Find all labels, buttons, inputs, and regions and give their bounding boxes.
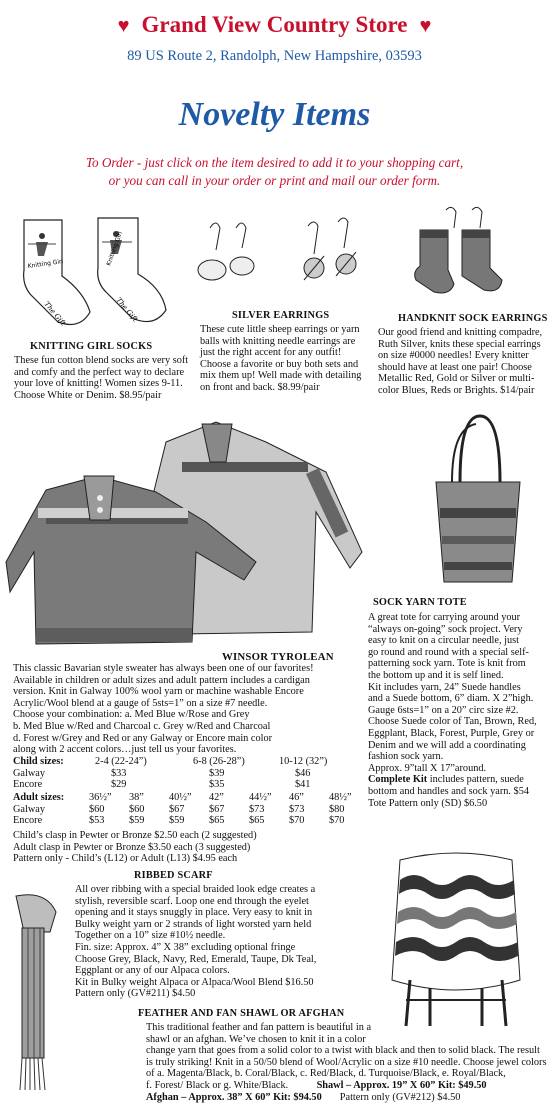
order-instructions: To Order - just click on the item desired to add it to your shopping cart, or you can call in your order or print and mail our order form. <box>85 155 464 188</box>
feather-fan-description-wide: change yarn that goes from a solid color to a twist with black and then to solid black. The result is truly striking! Knit in a 50/50 blend of Wool/Acrylic on a size #10 needle. Choose jewel colors of a. Magenta/Black, b. Coral/Black, c. Red/Black, d. Turquoise/Black, e. Royal/Black, <box>146 1045 547 1080</box>
handknit-sock-earrings-title[interactable]: HANDKNIT SOCK EARRINGS <box>398 313 548 324</box>
afghan-price: Afghan – Approx. 38” X 60” Kit: $94.50 <box>146 1092 322 1103</box>
silver-earrings-title[interactable]: SILVER EARRINGS <box>232 310 330 321</box>
ribbed-scarf-description: All over ribbing with a special braided look edge creates a stylish, reversible scarf. Loop one end through the eyelet opening and it stays snuggly in place. Very easy to knit in Bulky weight yarn or 2 strands of light worsted yarn held Together on a 10” size #10½ needle. Fin. size: Approx. 4” X 38” excluding optional fringe Choose Grey, Black, Navy, Red, Emerald, Taupe, Dk Teal, Eggplant or any of our Alpaca colors. Kit in Bulky weight Alpaca or Alpaca/Wool Blend $16.50 Pattern only (GV#211) $4.50 <box>75 884 317 1000</box>
knitting-girl-socks-description: These fun cotton blend socks are very soft and comfy and the perfect way to declare your love of knitting! Women sizes 9-11. Choose White or Denim. $8.95/pair <box>14 355 189 401</box>
store-header <box>0 12 549 38</box>
store-name[interactable]: Grand View Country Store <box>141 12 408 37</box>
ribbed-scarf-title[interactable]: RIBBED SCARF <box>134 870 213 881</box>
sock-label: Knitting Girl <box>105 230 125 267</box>
page-title: Novelty Items <box>178 96 371 133</box>
table-row: Galway $60 $60 $67 $67 $73 $73 $80 <box>13 803 345 815</box>
table-row: Adult sizes: 36½” 38” 40½” 42” 44½” 46” 48½” <box>13 792 352 803</box>
adult-size-table <box>13 792 358 827</box>
sock-yarn-tote-title[interactable]: SOCK YARN TOTE <box>373 597 467 608</box>
knitting-girl-socks-image[interactable] <box>14 214 184 332</box>
winsor-tyrolean-description: This classic Bavarian style sweater has always been one of our favorites! Available in children or adult sizes and adult pattern includes a cardigan version. Knit in Galway 100% wool yarn or machine washable Encore Acrylic/Wool blend at a gauge of 5sts=1” on a size #7 needle. Choose your combination: a. Med Blue w/Rose and Grey b. Med Blue w/Red and Charcoal c. Grey w/Red and Charcoal d. Forest w/Grey and Red or any Galway or Encore main color along with 2 accent colors…just tell us your favorites. <box>13 663 314 756</box>
handknit-sock-earrings-image[interactable] <box>410 206 510 300</box>
clasp-and-pattern-prices: Child’s clasp in Pewter or Bronze $2.50 each (2 suggested) Adult clasp in Pewter or Bronze $3.50 each (3 suggested) Pattern only - Child’s (L12) or Adult (L13) $4.95 each <box>13 830 257 865</box>
store-address: 89 US Route 2, Randolph, New Hampshire, 03593 <box>127 48 422 64</box>
table-row: Encore $29 $35 $41 <box>13 779 311 791</box>
winsor-tyrolean-image[interactable] <box>6 402 376 646</box>
child-size-table <box>13 756 333 791</box>
sock-yarn-tote-description: A great tote for carrying around your “always on-going” sock project. Very easy to knit on a circular needle, just go round and round with a special self- patterning sock yarn. Tote is knit from the bottom up and it is self lined. Kit includes yarn, 24” Suede handles and a Suede bottom, 6” diam. X 2”high. Gauge 6sts=1” on a 20” circ size #2. Choose Suede color of Tan, Brown, Red, Eggplant, Black, Forest, Purple, Grey or Denim and we will add a coordinating fashion sock yarn. Approx. 9”tall X 17”around. Complete Kit includes pattern, suede bottom and handles and sock yarn. $54 Tote Pattern only (SD) $6.50 <box>368 612 537 809</box>
heart-icon: ♥ <box>117 15 130 37</box>
pattern-price: Pattern only (GV#212) $4.50 <box>339 1092 461 1103</box>
winsor-tyrolean-title[interactable]: WINSOR TYROLEAN <box>222 651 334 663</box>
sock-logo: The Gift <box>114 296 140 324</box>
shawl-price: Shawl – Approx. 19” X 60” Kit: $49.50 <box>316 1080 487 1091</box>
feather-fan-title[interactable]: FEATHER AND FAN SHAWL OR AFGHAN <box>138 1008 345 1019</box>
feather-fan-afghan-image[interactable] <box>370 850 542 1030</box>
feather-fan-afghan-and-pattern <box>146 1092 460 1104</box>
feather-fan-colors-and-shawl: f. Forest/ Black or g. White/Black. Shawl – Approx. 19” X 60” Kit: $49.50 <box>146 1080 487 1091</box>
sock-logo: The Gift <box>42 300 68 328</box>
handknit-sock-earrings-description: Our good friend and knitting compadre, Ruth Silver, knits these special earrings on size #0000 needles! Every knitter should have at least one pair! Choose Metallic Red, Gold or Silver or multi- color Blues, Reds or Brights. $14/pair <box>378 327 543 396</box>
table-row: Encore $53 $59 $59 $65 $65 $70 $70 <box>13 815 345 827</box>
table-row: Galway $33 $39 $46 <box>13 767 311 779</box>
sock-label: Knitting Girl <box>27 258 64 270</box>
ribbed-scarf-image[interactable] <box>6 892 64 1092</box>
table-row: Child sizes: 2-4 (22-24”) 6-8 (26-28”) 10-12 (32”) <box>13 756 328 767</box>
silver-earrings-image[interactable] <box>194 218 372 308</box>
sock-yarn-tote-image[interactable] <box>430 412 526 590</box>
feather-fan-description: This traditional feather and fan pattern is beautiful in a shawl or an afghan. We’ve chosen to knit it in a color <box>146 1022 372 1045</box>
silver-earrings-description: These cute little sheep earrings or yarn balls with knitting needle earrings are just the right accent for any outfit! Choose a favorite or buy both sets and mix them up! Well made with detailing on front and back. $8.99/pair <box>200 324 362 393</box>
heart-icon: ♥ <box>419 15 432 37</box>
knitting-girl-socks-title[interactable]: KNITTING GIRL SOCKS <box>30 341 153 352</box>
